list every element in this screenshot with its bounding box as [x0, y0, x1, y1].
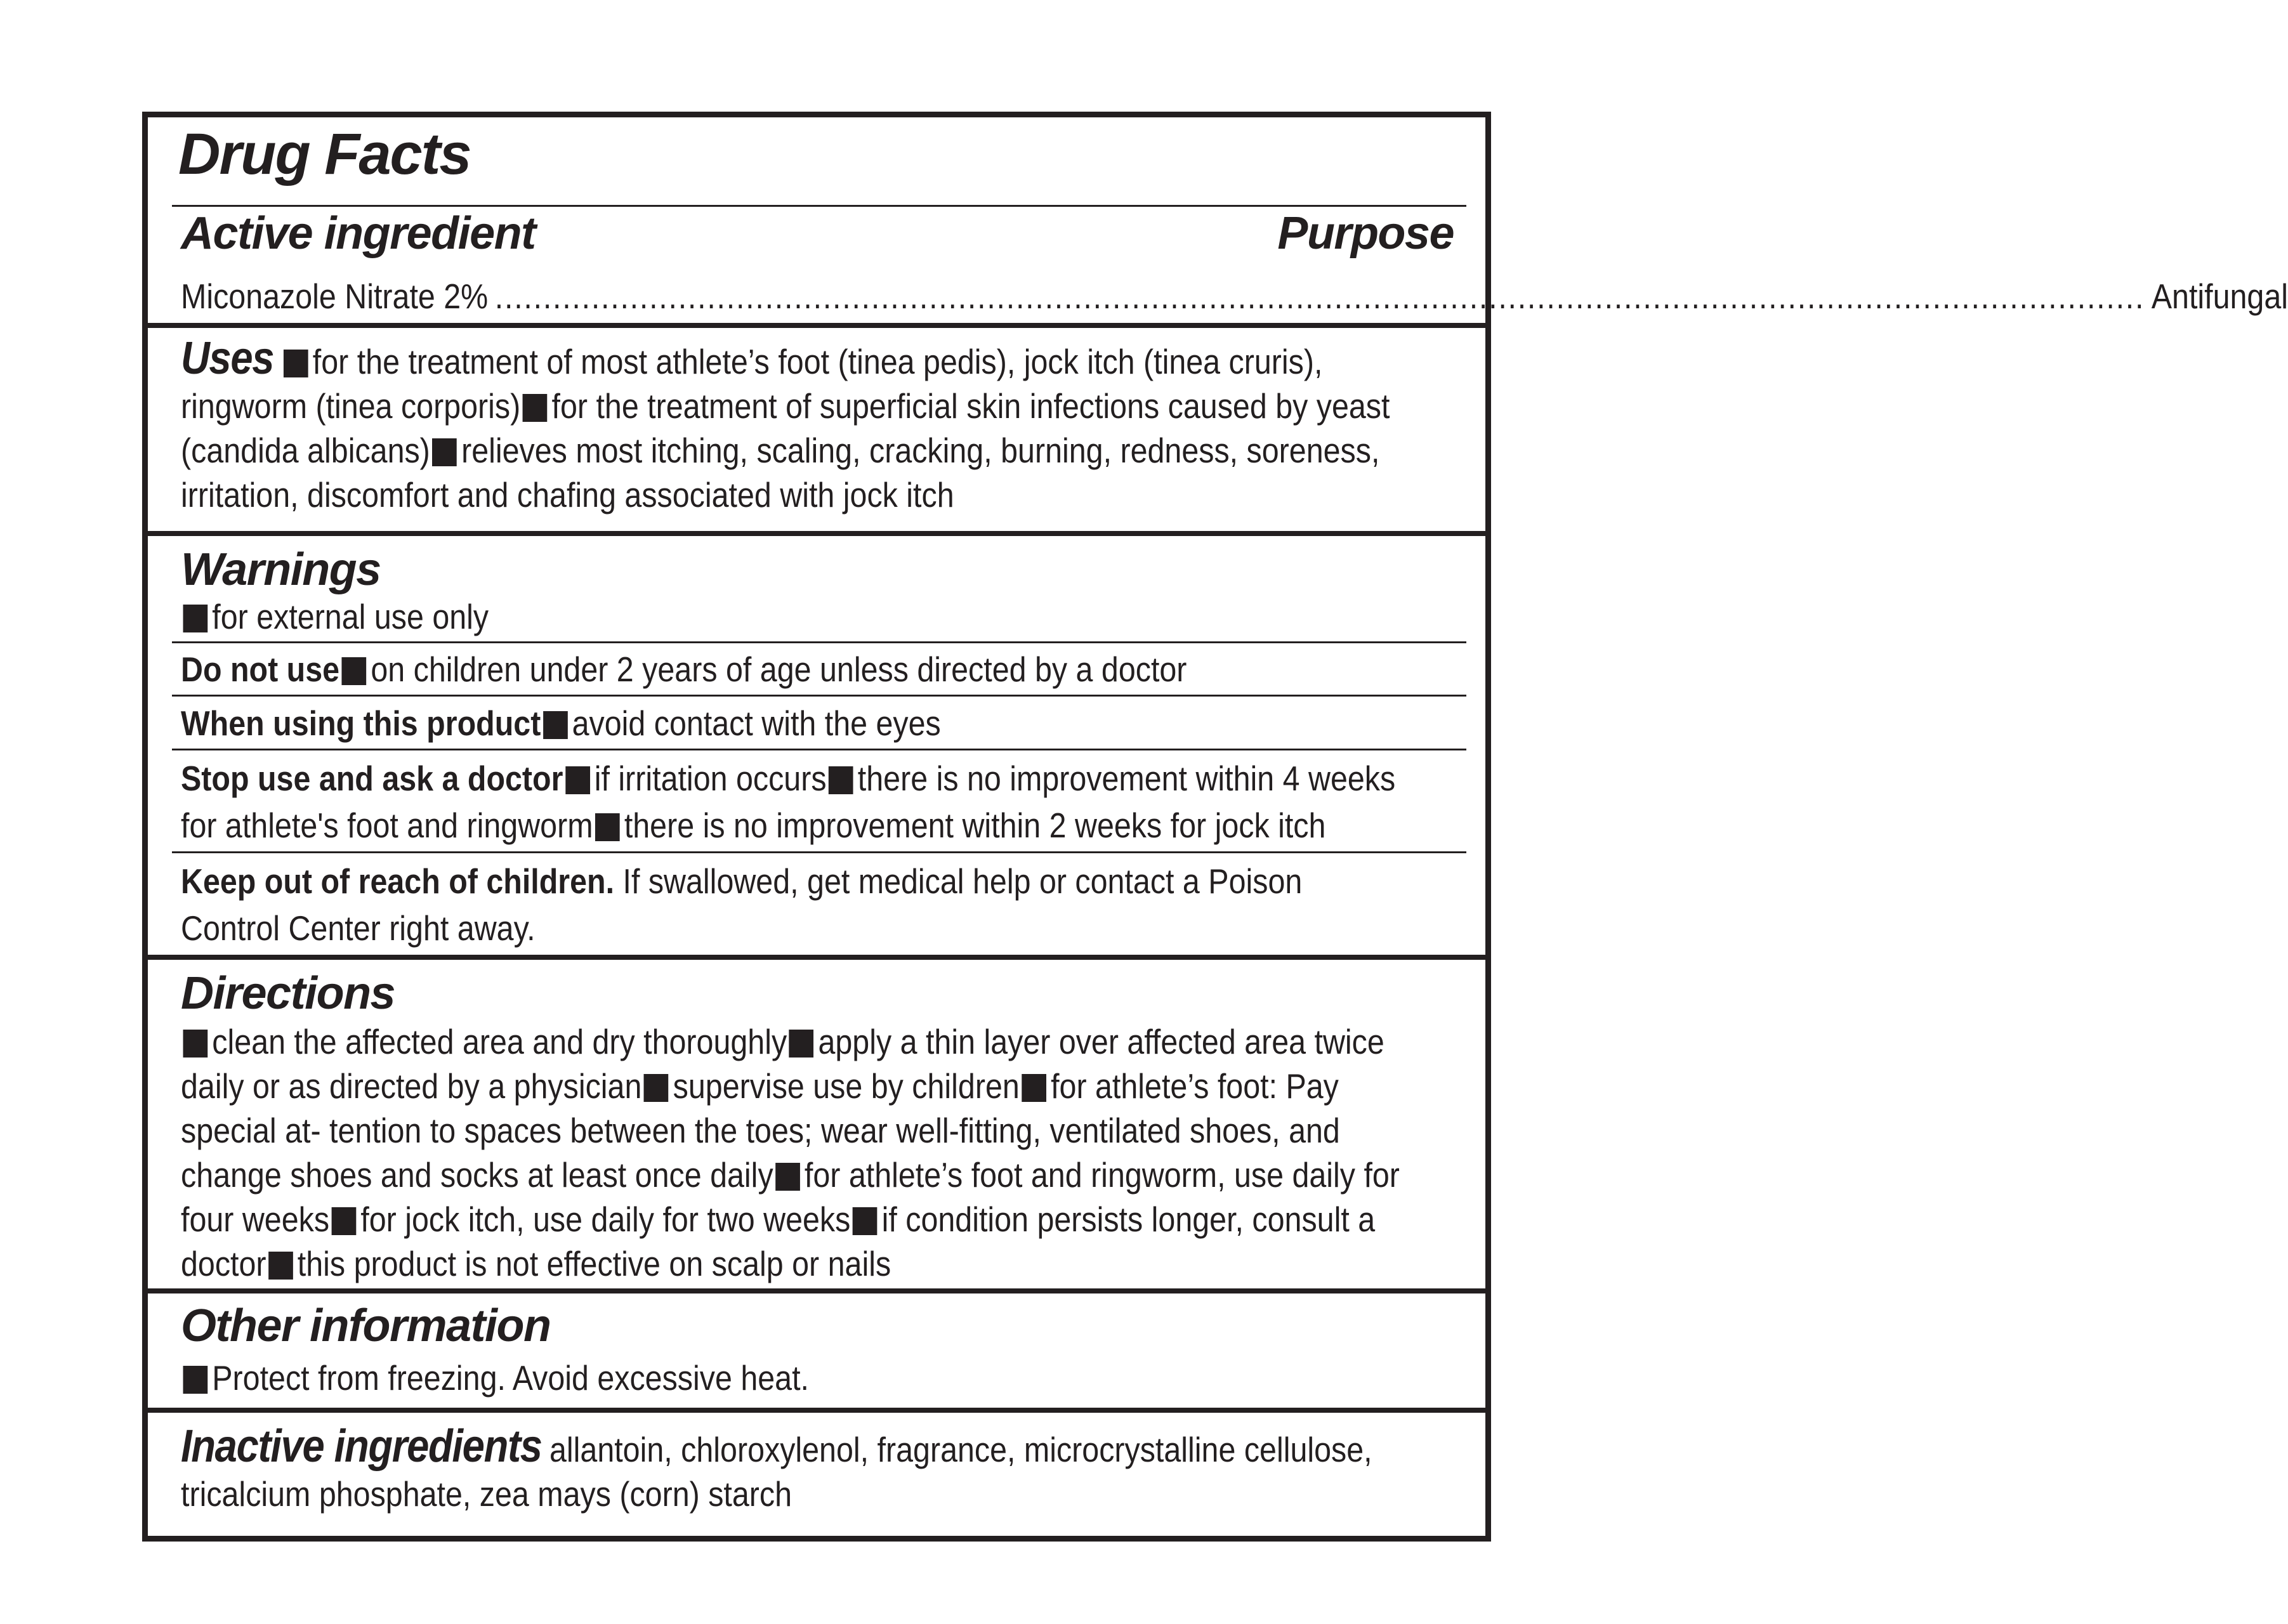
inactive-ingredients-heading: Inactive ingredients [181, 1421, 542, 1472]
bullet-icon [644, 1074, 669, 1102]
bullet-icon [789, 1030, 814, 1058]
bullet-icon [432, 438, 457, 466]
warning-divider [172, 749, 1466, 750]
other-information-heading: Other information [181, 1300, 551, 1351]
bullet-icon [595, 813, 620, 841]
warning-when-using: When using this product avoid contact with the eyes [181, 704, 941, 743]
bullet-icon [829, 766, 853, 794]
bullet-icon [543, 711, 568, 739]
bullet-icon [1022, 1074, 1046, 1102]
bullet-icon [342, 657, 367, 685]
section-divider [148, 1408, 1485, 1413]
directions-text: clean the affected area and dry thoroughly apply a thin layer over affected area twice daily or as directed by a physician supervise use by children for athlete’s foot: Pay special at- tention to spaces between the toes; wear well-fitting, ventilated shoes, and change shoes and socks at least once daily for athlete’s foot and ringworm, use daily for four weeks for jock itch, use daily for two weeks if condition persists longer, consult a doctor this product is not effective on scalp or nails [181, 1022, 1400, 1283]
warning-stop-use: Stop use and ask a doctor if irritation occurs there is no improvement within 4 weeks for athlete's foot and ringworm there is no improvement within 2 weeks for jock itch [181, 759, 1396, 845]
bullet-icon [268, 1252, 293, 1280]
directions-heading: Directions [181, 968, 395, 1019]
inactive-ingredients-section: Inactive ingredients allantoin, chloroxylenol, fragrance, microcrystalline cellulose, tricalcium phosphate, zea mays (corn) starch [181, 1421, 1372, 1514]
uses-heading: Uses [181, 333, 274, 384]
uses-section [181, 333, 1409, 517]
active-ingredient-header [181, 207, 1454, 259]
leader-dots: ........................................................................................................................................................................... [494, 277, 2145, 316]
drug-facts-title: Drug Facts [178, 122, 471, 187]
warning-divider [172, 695, 1466, 697]
uses-item: relieves most itching, scaling, cracking, burning, redness, soreness, irritation, discomfort and chafing associated with jock itch [181, 431, 1380, 514]
title-divider [172, 205, 1466, 207]
bullet-icon [183, 605, 208, 632]
bullet-icon [853, 1207, 878, 1235]
section-divider [148, 955, 1485, 960]
purpose-heading: Purpose [1277, 208, 1454, 259]
bullet-icon [775, 1163, 800, 1191]
bullet-icon [565, 766, 590, 794]
warning-external: for external use only [181, 594, 1409, 639]
section-divider [148, 531, 1485, 536]
active-ingredient-heading: Active ingredient [181, 208, 536, 259]
bullet-icon [183, 1366, 208, 1394]
bullet-icon [332, 1207, 357, 1235]
bullet-icon [523, 394, 548, 422]
section-divider [148, 323, 1485, 328]
warning-do-not-use: Do not use on children under 2 years of age unless directed by a doctor [181, 650, 1187, 689]
warning-divider [172, 641, 1466, 643]
bullet-icon [183, 1030, 208, 1058]
warning-keep-out: Keep out of reach of children. If swallowed, get medical help or contact a Poison Control Center right away. [181, 861, 1303, 948]
active-ingredient-purpose: Antifungal [2151, 277, 2288, 316]
other-information-text: Protect from freezing. Avoid excessive heat. [181, 1356, 1409, 1400]
uses-item: for the treatment of most athlete’s foot (tinea pedis), jock itch (tinea cruris), ringworm (tinea corporis) [181, 342, 1323, 426]
active-ingredient-name: Miconazole Nitrate 2% [181, 277, 489, 316]
section-divider [148, 1288, 1485, 1293]
warnings-heading: Warnings [181, 544, 381, 595]
bullet-icon [284, 350, 308, 377]
warning-divider [172, 851, 1466, 853]
uses-item: for the treatment of superficial skin infections caused by yeast (candida albicans) [181, 386, 1390, 470]
active-ingredient-row [181, 276, 2288, 317]
drug-facts-panel [142, 112, 2288, 1542]
